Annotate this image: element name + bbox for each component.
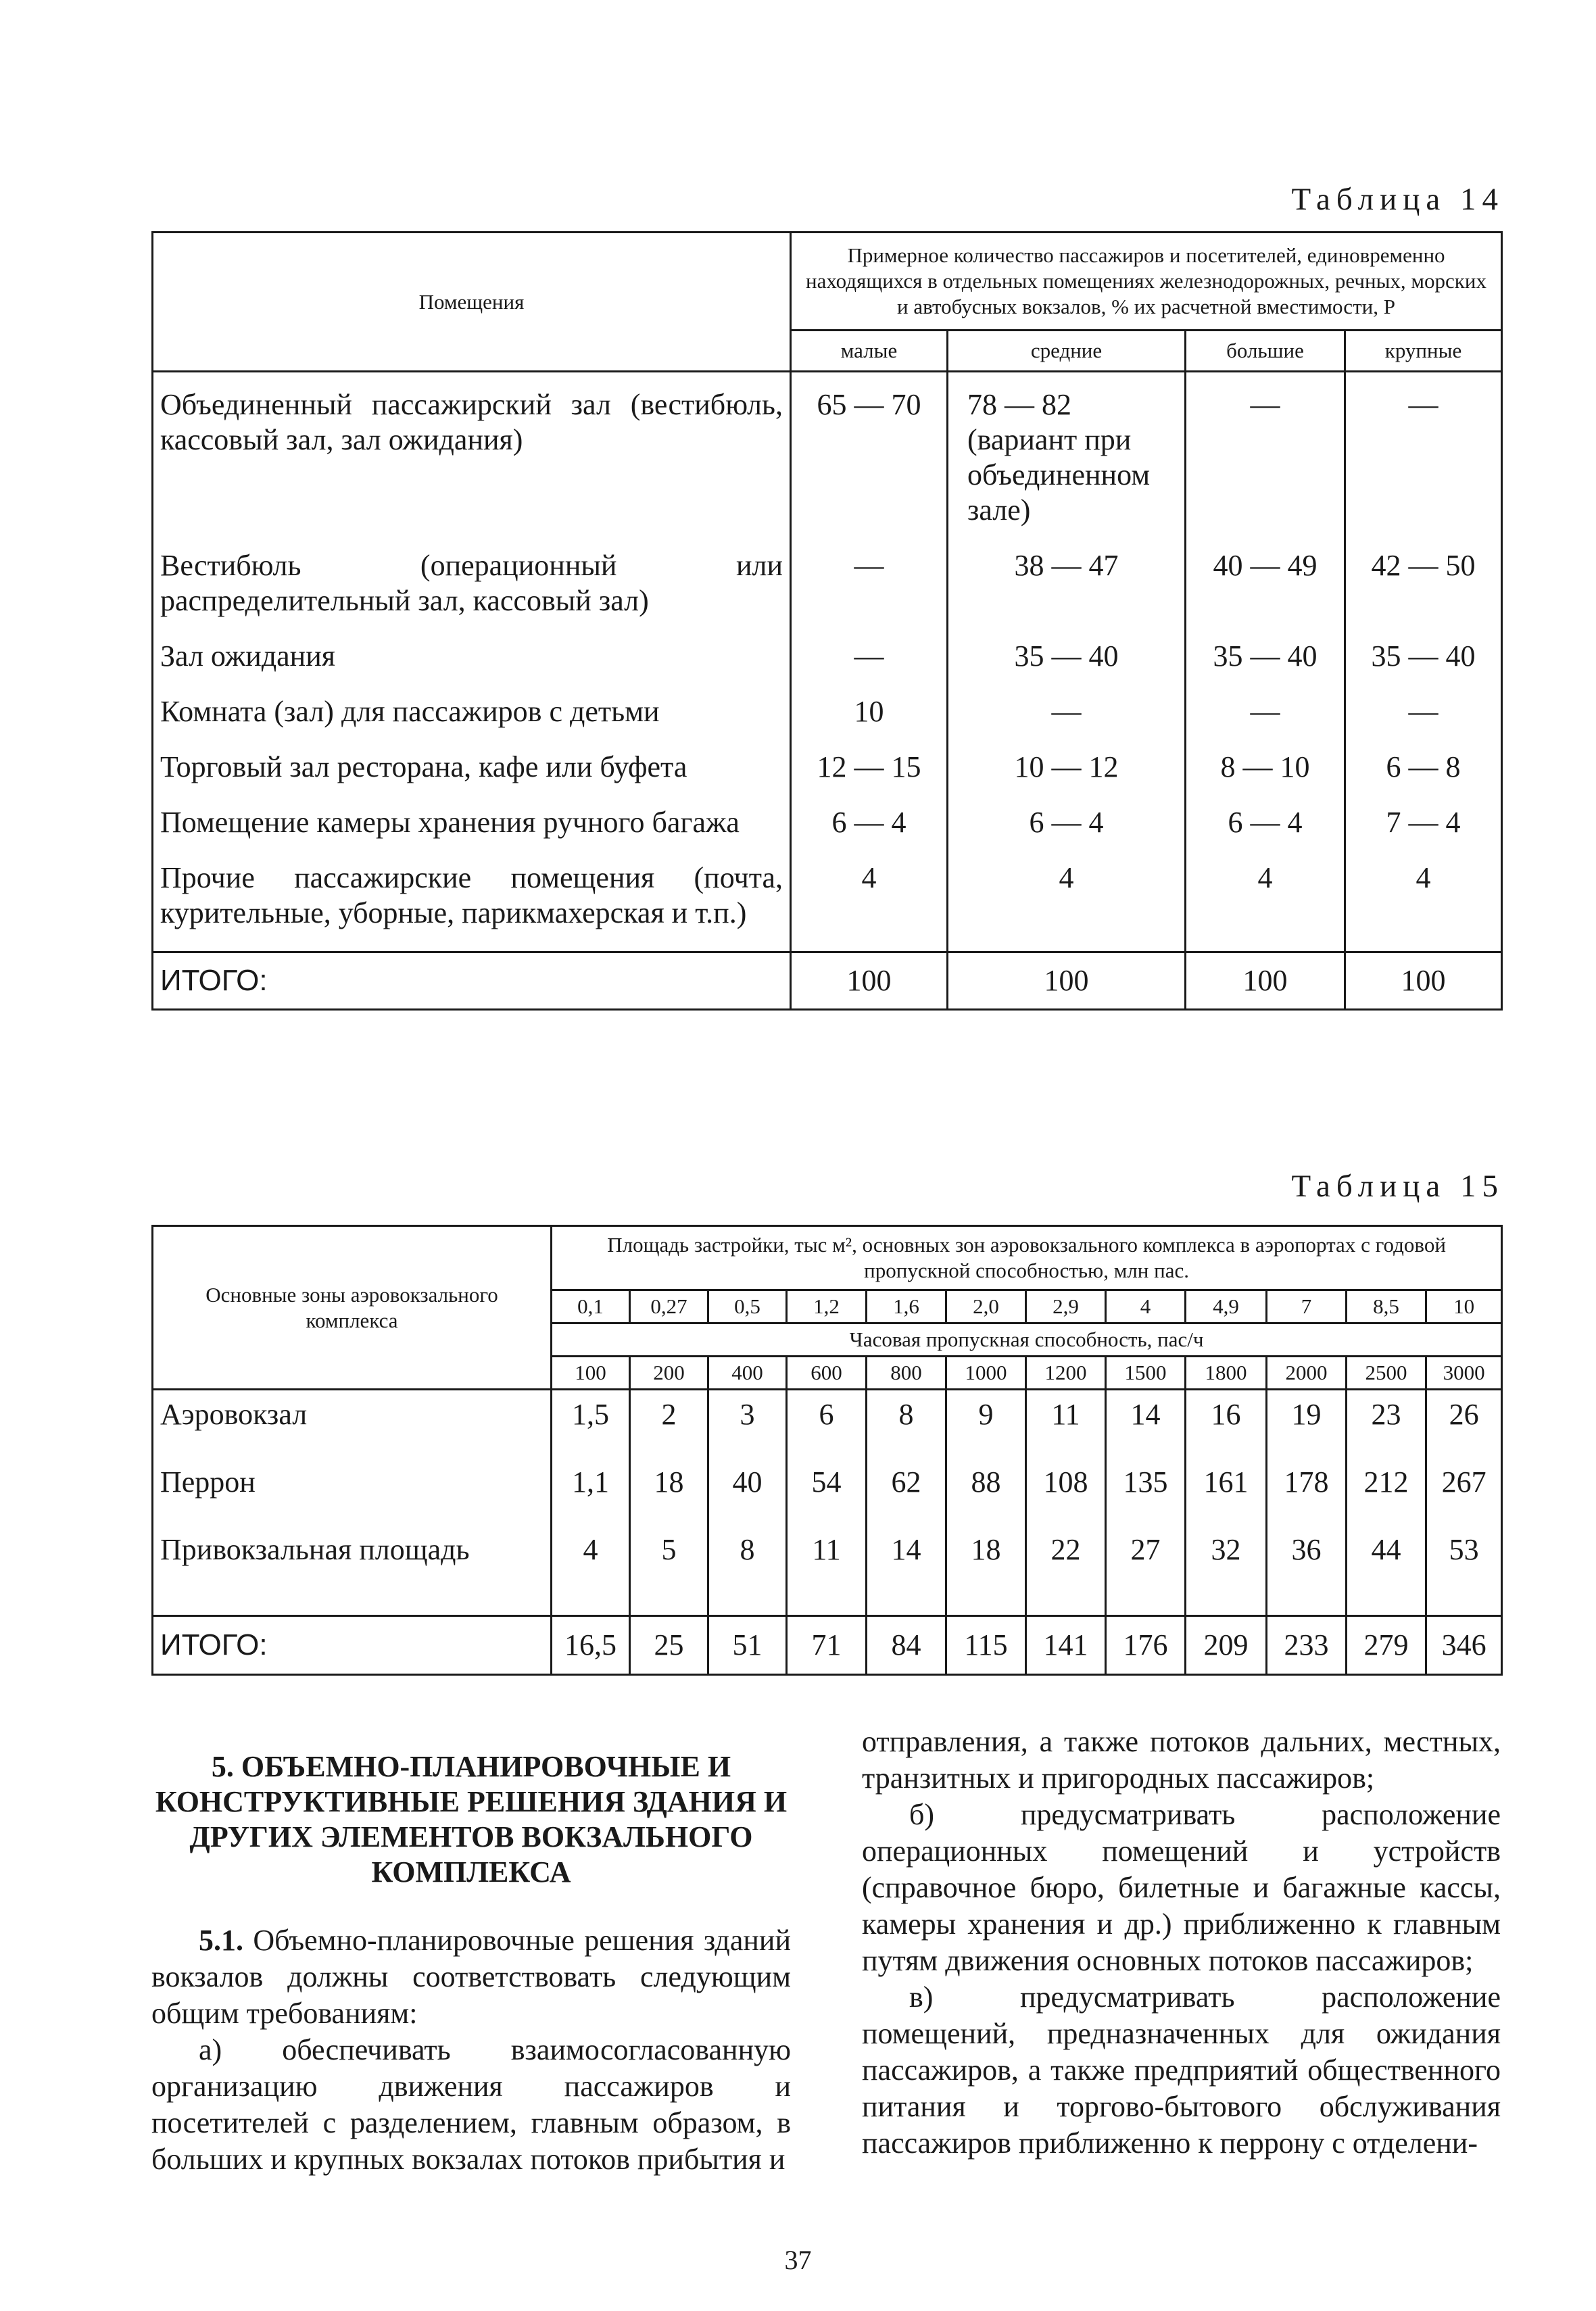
cell: 32 <box>1186 1524 1267 1616</box>
row-name: Зал ожидания <box>153 631 791 686</box>
header-main: Примерное количество пассажиров и посетителей, единовременно находящихся в отдельных помещениях железнодорожных, речных, морских и автобусных вокзалов, % их расчетной вместимости, P <box>791 233 1502 331</box>
hourly-capacity: 1000 <box>946 1357 1026 1390</box>
header-size: малые <box>791 331 948 372</box>
cell: 8 — 10 <box>1186 741 1345 797</box>
cell: 40 — 49 <box>1186 540 1345 631</box>
cell: 108 <box>1026 1457 1106 1524</box>
total-cell: 141 <box>1026 1616 1106 1675</box>
paragraph: в) предусматривать расположение помещений, предназначенных для ожидания пассажиров, а также предприятий общественного питания и торгово-бытового обслуживания пассажиров приближенно к перрону с отделени- <box>862 1980 1501 2160</box>
header-zones: Основные зоны аэровокзального комплекса <box>153 1226 552 1390</box>
cell: 26 <box>1426 1390 1502 1457</box>
table-row <box>153 1524 1502 1616</box>
cell: 212 <box>1347 1457 1426 1524</box>
cell: 62 <box>867 1457 946 1524</box>
total-cell: 176 <box>1106 1616 1186 1675</box>
cell: 35 — 40 <box>1345 631 1502 686</box>
total-cell: 346 <box>1426 1616 1502 1675</box>
page-number: 37 <box>784 2245 812 2275</box>
total-row <box>153 1616 1502 1675</box>
cell: 12 — 15 <box>791 741 948 797</box>
row-name: Комната (зал) для пассажиров с детьми <box>153 686 791 741</box>
hourly-capacity: 400 <box>708 1357 787 1390</box>
paragraph: б) предусматривать расположение операционных помещений и устройств (справочное бюро, билетные и багажные кассы, камеры хранения и др.) приближенно к главным путям движения основных потоков пассажиров; <box>862 1798 1501 1977</box>
annual-capacity: 7 <box>1267 1290 1347 1323</box>
annual-capacity: 8,5 <box>1347 1290 1426 1323</box>
cell: 6 — 4 <box>791 797 948 852</box>
cell: 5 <box>630 1524 708 1616</box>
total-cell: 279 <box>1347 1616 1426 1675</box>
cell: 19 <box>1267 1390 1347 1457</box>
annual-capacity: 2,0 <box>946 1290 1026 1323</box>
cell: 88 <box>946 1457 1026 1524</box>
annual-capacity: 1,2 <box>787 1290 867 1323</box>
cell: 161 <box>1186 1457 1267 1524</box>
cell: 10 <box>791 686 948 741</box>
table-row <box>153 1457 1502 1524</box>
hourly-capacity: 1500 <box>1106 1357 1186 1390</box>
header-size: крупные <box>1345 331 1502 372</box>
total-cell: 100 <box>948 952 1186 1010</box>
total-cell: 100 <box>1345 952 1502 1010</box>
hourly-capacity: 600 <box>787 1357 867 1390</box>
cell: 35 — 40 <box>948 631 1186 686</box>
table14-caption: Таблица 14 <box>1291 182 1504 217</box>
total-cell: 16,5 <box>552 1616 630 1675</box>
total-cell: 100 <box>1186 952 1345 1010</box>
cell: 135 <box>1106 1457 1186 1524</box>
table-14 <box>151 231 1503 1011</box>
annual-capacity: 4 <box>1106 1290 1186 1323</box>
hourly-capacity: 1800 <box>1186 1357 1267 1390</box>
cell: 4 <box>552 1524 630 1616</box>
cell: 65 — 70 <box>791 372 948 541</box>
cell: — <box>791 631 948 686</box>
cell: 10 — 12 <box>948 741 1186 797</box>
cell: 267 <box>1426 1457 1502 1524</box>
cell: 6 — 4 <box>1186 797 1345 852</box>
cell: 40 <box>708 1457 787 1524</box>
left-column <box>151 1730 791 2178</box>
cell: 14 <box>1106 1390 1186 1457</box>
cell: 6 — 8 <box>1345 741 1502 797</box>
row-name: Перрон <box>153 1457 552 1524</box>
table-row <box>153 540 1502 631</box>
row-name: Привокзальная площадь <box>153 1524 552 1616</box>
cell: 3 <box>708 1390 787 1457</box>
cell: 78 — 82 (вариант при объединенном зале) <box>948 372 1186 541</box>
paragraph-text: Объемно-планировочные решения зданий вокзалов должны соответствовать следующим общим требованиям: <box>151 1924 791 2030</box>
cell: — <box>1345 372 1502 541</box>
hourly-capacity: 1200 <box>1026 1357 1106 1390</box>
right-column <box>862 1724 1501 2162</box>
cell: 53 <box>1426 1524 1502 1616</box>
hourly-capacity: 800 <box>867 1357 946 1390</box>
total-cell: 209 <box>1186 1616 1267 1675</box>
cell: 38 — 47 <box>948 540 1186 631</box>
cell: 42 — 50 <box>1345 540 1502 631</box>
cell: 36 <box>1267 1524 1347 1616</box>
cell: 22 <box>1026 1524 1106 1616</box>
cell: 18 <box>630 1457 708 1524</box>
row-name: Помещение камеры хранения ручного багажа <box>153 797 791 852</box>
cell: 9 <box>946 1390 1026 1457</box>
cell: 6 <box>787 1390 867 1457</box>
total-cell: 71 <box>787 1616 867 1675</box>
cell: 1,1 <box>552 1457 630 1524</box>
clause-number: 5.1. <box>199 1924 243 1957</box>
table15-caption: Таблица 15 <box>1291 1169 1504 1204</box>
table-row <box>153 686 1502 741</box>
total-cell: 25 <box>630 1616 708 1675</box>
cell: 4 <box>791 852 948 952</box>
total-label: ИТОГО: <box>153 952 791 1010</box>
total-cell: 84 <box>867 1616 946 1675</box>
annual-capacity: 4,9 <box>1186 1290 1267 1323</box>
cell: 8 <box>867 1390 946 1457</box>
cell: 4 <box>1345 852 1502 952</box>
total-cell: 51 <box>708 1616 787 1675</box>
header-size: большие <box>1186 331 1345 372</box>
cell: — <box>791 540 948 631</box>
table-row <box>153 372 1502 541</box>
cell: 44 <box>1347 1524 1426 1616</box>
cell: 7 — 4 <box>1345 797 1502 852</box>
cell: 18 <box>946 1524 1026 1616</box>
cell: — <box>1186 372 1345 541</box>
annual-capacity: 0,1 <box>552 1290 630 1323</box>
total-cell: 115 <box>946 1616 1026 1675</box>
row-name: Объединенный пассажирский зал (вестибюль, кассовый зал, зал ожидания) <box>153 372 791 541</box>
cell: 54 <box>787 1457 867 1524</box>
table-row <box>153 741 1502 797</box>
cell: 6 — 4 <box>948 797 1186 852</box>
section-heading: 5. ОБЪЕМНО-ПЛАНИРОВОЧНЫЕ И КОНСТРУКТИВНЫЕ РЕШЕНИЯ ЗДАНИЯ И ДРУГИХ ЭЛЕМЕНТОВ ВОКЗАЛЬНОГО КОМПЛЕКСА <box>155 1750 788 1889</box>
row-name: Торговый зал ресторана, кафе или буфета <box>153 741 791 797</box>
cell: 11 <box>1026 1390 1106 1457</box>
annual-capacity: 10 <box>1426 1290 1502 1323</box>
cell: — <box>948 686 1186 741</box>
cell: 11 <box>787 1524 867 1616</box>
cell: — <box>1345 686 1502 741</box>
cell: — <box>1186 686 1345 741</box>
hourly-capacity: 100 <box>552 1357 630 1390</box>
table-row <box>153 797 1502 852</box>
total-cell: 233 <box>1267 1616 1347 1675</box>
cell: 4 <box>948 852 1186 952</box>
row-name: Прочие пассажирские помещения (почта, курительные, уборные, парикмахерская и т.п.) <box>153 852 791 952</box>
row-name: Аэровокзал <box>153 1390 552 1457</box>
cell: 2 <box>630 1390 708 1457</box>
header-rooms: Помещения <box>153 233 791 372</box>
cell: 8 <box>708 1524 787 1616</box>
cell: 27 <box>1106 1524 1186 1616</box>
cell: 23 <box>1347 1390 1426 1457</box>
cell: 1,5 <box>552 1390 630 1457</box>
table-15 <box>151 1225 1503 1676</box>
header-main: Площадь застройки, тыс м², основных зон аэровокзального комплекса в аэропортах с годовой пропускной способностью, млн пас. <box>552 1226 1502 1290</box>
cell: 14 <box>867 1524 946 1616</box>
annual-capacity: 0,27 <box>630 1290 708 1323</box>
total-row <box>153 952 1502 1010</box>
annual-capacity: 0,5 <box>708 1290 787 1323</box>
hourly-capacity: 2000 <box>1267 1357 1347 1390</box>
header-size: средние <box>948 331 1186 372</box>
cell: 35 — 40 <box>1186 631 1345 686</box>
paragraph <box>151 1922 791 2032</box>
hourly-capacity: 2500 <box>1347 1357 1426 1390</box>
hourly-capacity: 3000 <box>1426 1357 1502 1390</box>
cell: 4 <box>1186 852 1345 952</box>
hourly-label: Часовая пропускная способность, пас/ч <box>552 1323 1502 1357</box>
paragraph: отправления, а также потоков дальних, местных, транзитных и пригородных пассажиров; <box>862 1725 1501 1795</box>
hourly-capacity: 200 <box>630 1357 708 1390</box>
table-row <box>153 631 1502 686</box>
cell: 16 <box>1186 1390 1267 1457</box>
table-row <box>153 852 1502 952</box>
table-row <box>153 1390 1502 1457</box>
total-label: ИТОГО: <box>153 1616 552 1675</box>
annual-capacity: 2,9 <box>1026 1290 1106 1323</box>
cell: 178 <box>1267 1457 1347 1524</box>
row-name: Вестибюль (операционный или распределительный зал, кассовый зал) <box>153 540 791 631</box>
total-cell: 100 <box>791 952 948 1010</box>
annual-capacity: 1,6 <box>867 1290 946 1323</box>
paragraph: а) обеспечивать взаимосогласованную организацию движения пассажиров и посетителей с разделением, главным образом, в больших и крупных вокзалах потоков прибытия и <box>151 2033 791 2176</box>
